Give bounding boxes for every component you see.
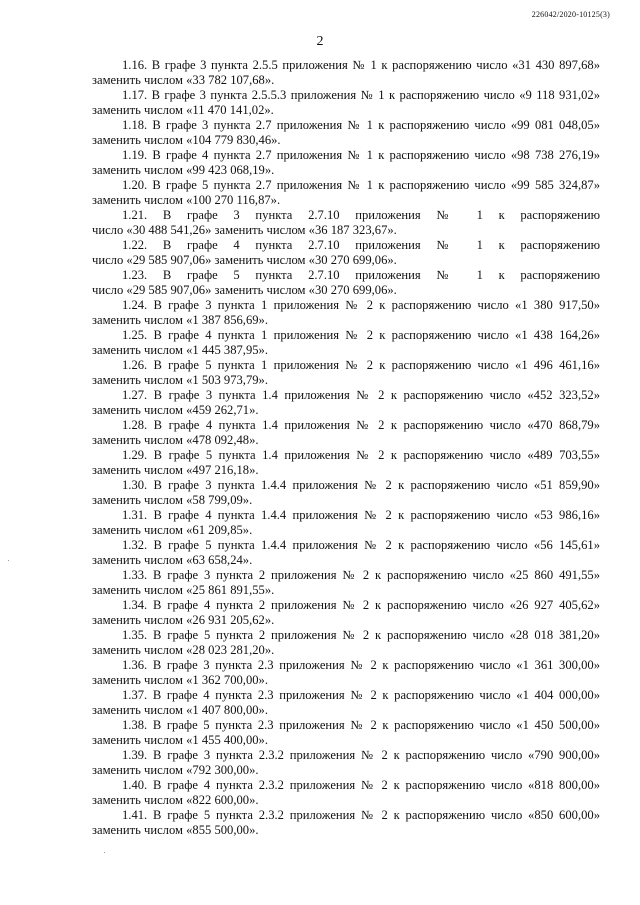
amendment-item — [92, 268, 600, 298]
amendment-item — [92, 508, 600, 538]
amendment-line-2: число «29 585 907,06» заменить числом «30 270 699,06». — [92, 253, 397, 267]
amendment-line-1: 1.16. В графе 3 пункта 2.5.5 приложения № 1 к распоряжению число «31 430 897,68» — [122, 58, 600, 72]
amendment-item — [92, 238, 600, 268]
amendment-item — [92, 118, 600, 148]
document-registration-number: 226042/2020-10125(3) — [531, 10, 610, 19]
amendment-item — [92, 688, 600, 718]
amendment-line-2: заменить числом «11 470 141,02». — [92, 103, 274, 117]
amendment-line-2: заменить числом «855 500,00». — [92, 823, 259, 837]
amendment-line-1: 1.32. В графе 5 пункта 1.4.4 приложения № 2 к распоряжению число «56 145,61» — [122, 538, 600, 552]
amendment-line-2: заменить числом «28 023 281,20». — [92, 643, 275, 657]
amendment-item — [92, 208, 600, 238]
amendment-line-2: заменить числом «1 503 973,79». — [92, 373, 268, 387]
amendment-line-1: 1.37. В графе 4 пункта 2.3 приложения № 2 к распоряжению число «1 404 000,00» — [122, 688, 600, 702]
amendment-item — [92, 628, 600, 658]
amendment-item — [92, 598, 600, 628]
amendment-line-2: заменить числом «58 799,09». — [92, 493, 253, 507]
amendment-line-2: заменить числом «1 455 400,00». — [92, 733, 268, 747]
amendment-item — [92, 538, 600, 568]
amendment-line-1: 1.41. В графе 5 пункта 2.3.2 приложения № 2 к распоряжению число «850 600,00» — [122, 808, 600, 822]
amendment-line-1: 1.30. В графе 3 пункта 1.4.4 приложения № 2 к распоряжению число «51 859,90» — [122, 478, 600, 492]
amendment-item — [92, 808, 600, 838]
amendment-line-1: 1.26. В графе 5 пункта 1 приложения № 2 к распоряжению число «1 496 461,16» — [122, 358, 600, 372]
amendment-line-2: заменить числом «459 262,71». — [92, 403, 259, 417]
amendment-item — [92, 88, 600, 118]
amendment-item — [92, 778, 600, 808]
amendment-item — [92, 418, 600, 448]
amendments-list — [92, 58, 600, 838]
amendment-item — [92, 178, 600, 208]
amendment-line-1: 1.25. В графе 4 пункта 1 приложения № 2 к распоряжению число «1 438 164,26» — [122, 328, 600, 342]
amendment-line-2: заменить числом «104 779 830,46». — [92, 133, 281, 147]
amendment-line-2: заменить числом «100 270 116,87». — [92, 193, 281, 207]
scan-speck — [8, 560, 9, 561]
amendment-line-1: 1.18. В графе 3 пункта 2.7 приложения № 1 к распоряжению число «99 081 048,05» — [122, 118, 600, 132]
amendment-line-2: заменить числом «1 362 700,00». — [92, 673, 268, 687]
amendment-item — [92, 478, 600, 508]
amendment-line-2: заменить числом «497 216,18». — [92, 463, 259, 477]
amendment-line-2: заменить числом «1 387 856,69». — [92, 313, 268, 327]
amendment-line-1: 1.33. В графе 3 пункта 2 приложения № 2 к распоряжению число «25 860 491,55» — [122, 568, 600, 582]
amendment-line-1: 1.31. В графе 4 пункта 1.4.4 приложения № 2 к распоряжению число «53 986,16» — [122, 508, 600, 522]
amendment-line-2: число «30 488 541,26» заменить числом «36 187 323,67». — [92, 223, 397, 237]
amendment-line-1: 1.35. В графе 5 пункта 2 приложения № 2 к распоряжению число «28 018 381,20» — [122, 628, 600, 642]
amendment-item — [92, 148, 600, 178]
amendment-line-2: заменить числом «26 931 205,62». — [92, 613, 275, 627]
amendment-line-2: заменить числом «63 658,24». — [92, 553, 253, 567]
amendment-line-1: 1.20. В графе 5 пункта 2.7 приложения № 1 к распоряжению число «99 585 324,87» — [122, 178, 600, 192]
amendment-line-2: число «29 585 907,06» заменить числом «30 270 699,06». — [92, 283, 397, 297]
amendment-line-1: 1.17. В графе 3 пункта 2.5.5.3 приложения № 1 к распоряжению число «9 118 931,02» — [122, 88, 600, 102]
amendment-line-1: 1.28. В графе 4 пункта 1.4 приложения № 2 к распоряжению число «470 868,79» — [122, 418, 600, 432]
amendment-line-1: 1.24. В графе 3 пункта 1 приложения № 2 к распоряжению число «1 380 917,50» — [122, 298, 600, 312]
amendment-line-1: 1.22. В графе 4 пункта 2.7.10 приложения № 1 к распоряжению — [122, 238, 600, 252]
amendment-line-1: 1.38. В графе 5 пункта 2.3 приложения № 2 к распоряжению число «1 450 500,00» — [122, 718, 600, 732]
amendment-item — [92, 358, 600, 388]
amendment-line-1: 1.21. В графе 3 пункта 2.7.10 приложения № 1 к распоряжению — [122, 208, 600, 222]
amendment-line-1: 1.29. В графе 5 пункта 1.4 приложения № 2 к распоряжению число «489 703,55» — [122, 448, 600, 462]
amendment-item — [92, 718, 600, 748]
amendment-line-2: заменить числом «1 445 387,95». — [92, 343, 268, 357]
amendment-item — [92, 388, 600, 418]
amendment-line-2: заменить числом «25 861 891,55». — [92, 583, 275, 597]
amendment-line-2: заменить числом «1 407 800,00». — [92, 703, 268, 717]
amendment-item — [92, 58, 600, 88]
amendment-item — [92, 568, 600, 598]
amendment-item — [92, 328, 600, 358]
amendment-line-1: 1.19. В графе 4 пункта 2.7 приложения № 1 к распоряжению число «98 738 276,19» — [122, 148, 600, 162]
amendment-line-2: заменить числом «822 600,00». — [92, 793, 259, 807]
amendment-line-1: 1.27. В графе 3 пункта 1.4 приложения № 2 к распоряжению число «452 323,52» — [122, 388, 600, 402]
amendment-line-2: заменить числом «478 092,48». — [92, 433, 259, 447]
amendment-line-2: заменить числом «61 209,85». — [92, 523, 253, 537]
amendment-item — [92, 298, 600, 328]
amendment-line-1: 1.36. В графе 3 пункта 2.3 приложения № 2 к распоряжению число «1 361 300,00» — [122, 658, 600, 672]
amendment-line-1: 1.40. В графе 4 пункта 2.3.2 приложения № 2 к распоряжению число «818 800,00» — [122, 778, 600, 792]
page-number: 2 — [316, 34, 324, 49]
amendment-line-1: 1.23. В графе 5 пункта 2.7.10 приложения № 1 к распоряжению — [122, 268, 600, 282]
amendment-item — [92, 448, 600, 478]
amendment-item — [92, 658, 600, 688]
amendment-line-2: заменить числом «792 300,00». — [92, 763, 259, 777]
amendment-line-1: 1.39. В графе 3 пункта 2.3.2 приложения № 2 к распоряжению число «790 900,00» — [122, 748, 600, 762]
scan-speck — [104, 852, 105, 853]
amendment-line-1: 1.34. В графе 4 пункта 2 приложения № 2 к распоряжению число «26 927 405,62» — [122, 598, 600, 612]
amendment-item — [92, 748, 600, 778]
amendment-line-2: заменить числом «33 782 107,68». — [92, 73, 275, 87]
amendment-line-2: заменить числом «99 423 068,19». — [92, 163, 275, 177]
